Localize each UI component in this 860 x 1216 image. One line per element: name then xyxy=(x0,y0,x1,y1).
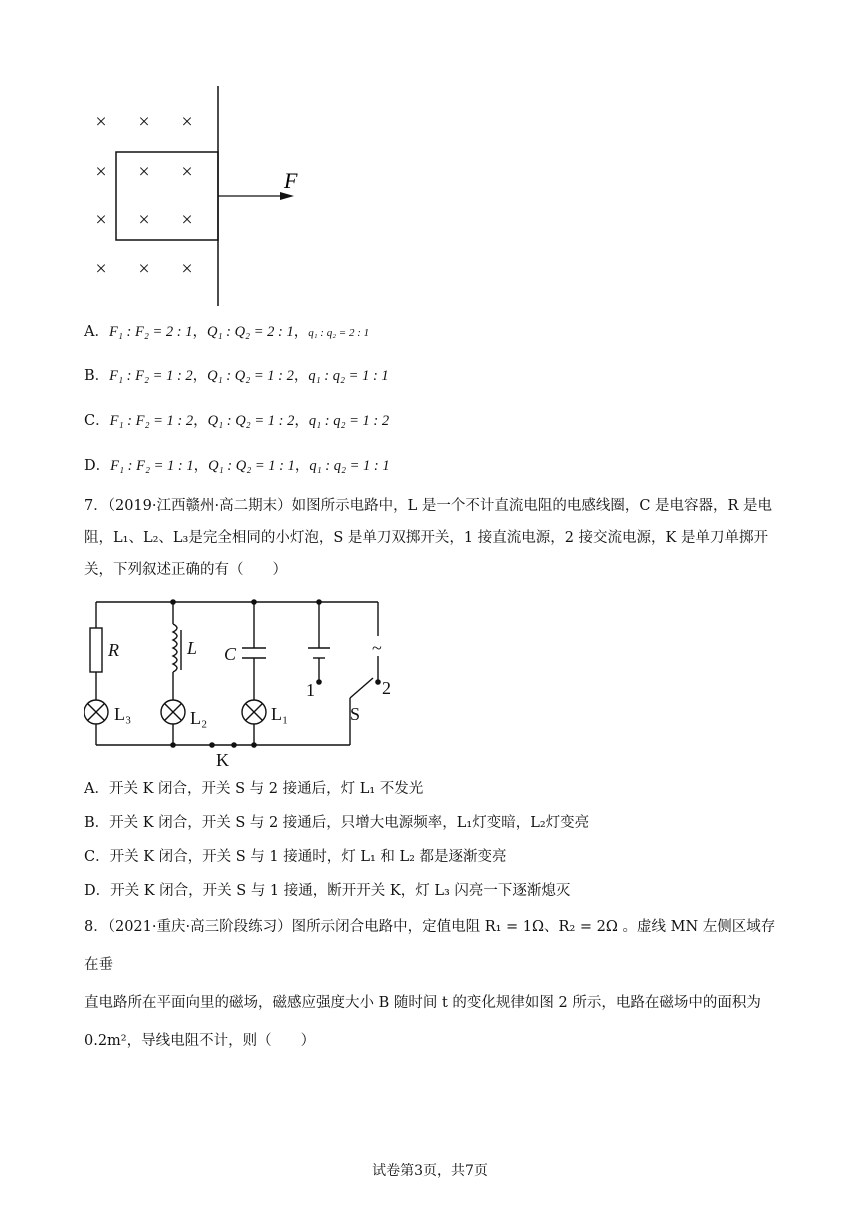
option-letter: D． xyxy=(84,458,111,474)
separator: ， xyxy=(193,413,208,429)
cross-mark: × xyxy=(95,111,107,133)
cross-mark: × xyxy=(138,161,150,183)
label-r: R xyxy=(108,640,119,660)
q7-line: 阻，L₁、L₂、L₃是完全相同的小灯泡，S 是单刀双掷开关，1 接直流电源，2 接交流电源，K 是单刀单掷开 xyxy=(84,530,768,546)
option-letter: A． xyxy=(84,324,109,340)
label-ac: ~ xyxy=(372,638,382,658)
question-8 xyxy=(84,908,784,1060)
charge-ratio: q₁ : q₂ = 1 : 1 xyxy=(309,458,390,474)
inductor-l xyxy=(173,624,177,672)
heat-ratio: Q₁ : Q₂ = 1 : 2 xyxy=(207,368,294,384)
separator: ， xyxy=(192,368,208,384)
q8-line: 8．（2021·重庆·高三阶段练习）图所示闭合电路中，定值电阻 R₁ = 1Ω、R₂ = 2Ω 。虚线 MN 左侧区域存在垂 xyxy=(84,919,776,973)
label-2: 2 xyxy=(382,678,391,698)
q7-line: 7．（2019·江西赣州·高二期末）如图所示电路中，L 是一个不计直流电阻的电感线圈，C 是电容器，R 是电 xyxy=(84,498,773,514)
wire-loop xyxy=(116,152,218,240)
field-crosses xyxy=(95,111,192,280)
charge-ratio: q₁ : q₂ = 1 : 1 xyxy=(308,368,389,384)
lamp-l3 xyxy=(84,700,108,724)
separator: ， xyxy=(293,324,309,340)
figure-circuit xyxy=(84,592,404,770)
force-label: F xyxy=(284,168,298,193)
label-k: K xyxy=(216,750,229,770)
cross-mark: × xyxy=(138,111,150,133)
label-c: C xyxy=(224,644,237,664)
page-footer: 试卷第3页，共7页 xyxy=(372,1163,488,1179)
cross-mark: × xyxy=(181,161,193,183)
q7-option-d: D．开关 K 闭合，开关 S 与 1 接通，断开开关 K，灯 L₃ 闪亮一下逐渐熄灭 xyxy=(84,883,571,899)
heat-ratio: Q₁ : Q₂ = 2 : 1 xyxy=(206,324,294,340)
cross-mark: × xyxy=(138,258,150,280)
cross-mark: × xyxy=(181,258,193,280)
force-ratio: F₁ : F₂ = 1 : 2 xyxy=(109,413,194,429)
cross-mark: × xyxy=(138,209,150,231)
cross-mark: × xyxy=(95,161,107,183)
option-letter: C． xyxy=(84,413,110,429)
label-l3: L₃ xyxy=(114,704,132,724)
q6-option-a xyxy=(84,320,369,341)
cross-mark: × xyxy=(95,209,107,231)
cross-mark: × xyxy=(181,111,193,133)
label-s: S xyxy=(350,704,361,724)
label-l2: L₂ xyxy=(190,708,208,728)
heat-ratio: Q₁ : Q₂ = 1 : 2 xyxy=(207,413,295,429)
label-l1: L₁ xyxy=(271,704,289,724)
q8-line: 0.2m²，导线电阻不计，则（ ） xyxy=(84,1033,316,1049)
cross-mark: × xyxy=(181,209,193,231)
q6-option-c xyxy=(84,409,389,430)
separator: ， xyxy=(193,458,209,474)
separator: ， xyxy=(293,368,309,384)
q6-option-b xyxy=(84,364,389,385)
separator: ， xyxy=(294,458,310,474)
heat-ratio: Q₁ : Q₂ = 1 : 1 xyxy=(208,458,295,474)
figure-magnetic-field-loop xyxy=(80,84,320,309)
q7-option-b: B．开关 K 闭合，开关 S 与 2 接通后，只增大电源频率，L₁灯变暗，L₂灯变亮 xyxy=(84,815,590,831)
lamp-l1 xyxy=(242,700,266,724)
option-letter: B． xyxy=(84,368,110,384)
q7-option-c: C．开关 K 闭合，开关 S 与 1 接通时，灯 L₁ 和 L₂ 都是逐渐变亮 xyxy=(84,849,507,865)
force-ratio: F₁ : F₂ = 1 : 2 xyxy=(109,368,193,384)
lamp-l2 xyxy=(161,700,185,724)
q8-line: 直电路所在平面向里的磁场，磁感应强度大小 B 随时间 t 的变化规律如图 2 所示，电路在磁场中的面积为 xyxy=(84,995,761,1011)
resistor-r xyxy=(90,628,102,672)
q6-option-d xyxy=(84,454,390,475)
charge-ratio: q₁ : q₂ = 2 : 1 xyxy=(308,327,370,339)
cross-mark: × xyxy=(95,258,107,280)
q7-option-a: A．开关 K 闭合，开关 S 与 2 接通后，灯 L₁ 不发光 xyxy=(84,781,424,797)
q7-line: 关，下列叙述正确的有（ ） xyxy=(84,562,287,578)
force-ratio: F₁ : F₂ = 2 : 1 xyxy=(108,324,193,340)
force-arrow-head xyxy=(280,192,294,200)
separator: ， xyxy=(192,324,207,340)
force-ratio: F₁ : F₂ = 1 : 1 xyxy=(110,458,194,474)
separator: ， xyxy=(294,413,309,429)
label-l: L xyxy=(187,638,198,658)
question-7 xyxy=(84,490,784,586)
label-1: 1 xyxy=(306,680,315,700)
charge-ratio: q₁ : q₂ = 1 : 2 xyxy=(308,413,390,429)
switch-s-blade xyxy=(350,678,373,698)
